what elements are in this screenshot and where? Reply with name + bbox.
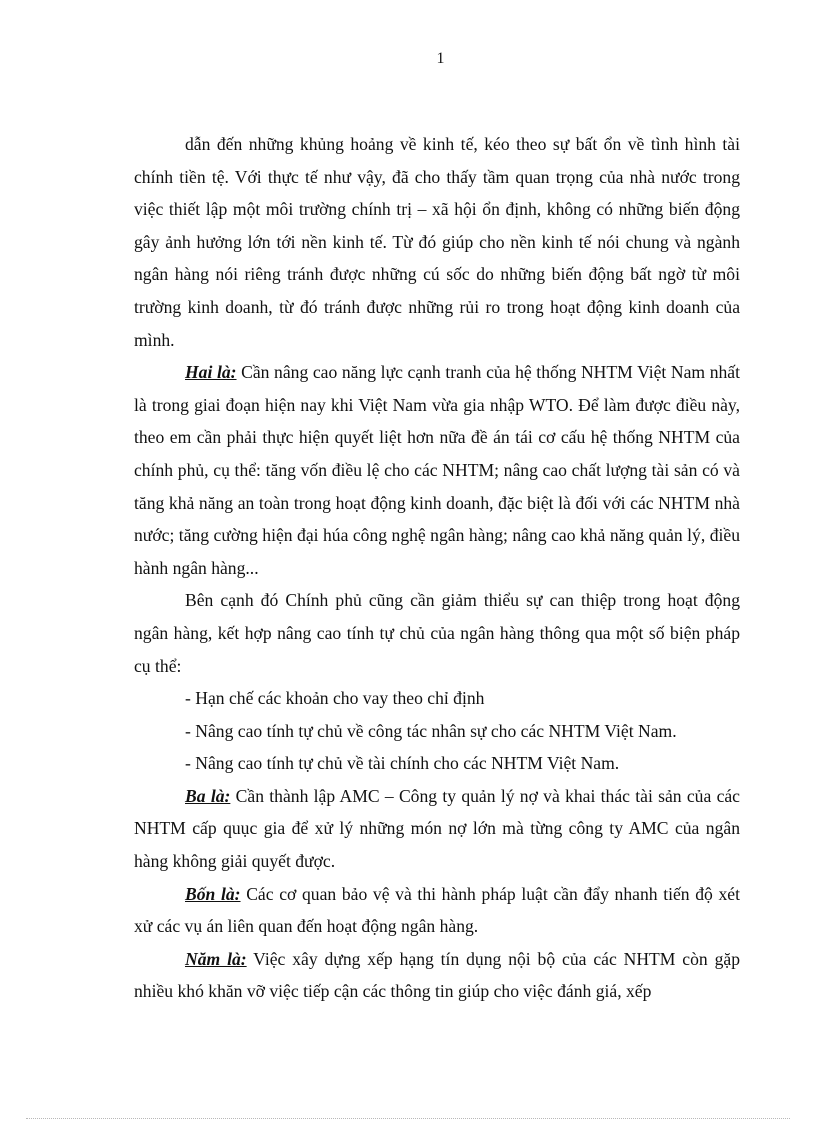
paragraph-continued: dẫn đến những khủng hoảng về kinh tế, kéo theo sự bất ổn về tình hình tài chính tiền tệ. Với thực tế như vậy, đã cho thấy tầm quan trọng của nhà nước trong việc thiết lập một môi trường chính trị – xã hội ổn định, không có những biến động gây ảnh hưởng lớn tới nền kinh tế. Từ đó giúp cho nền kinh tế nói chung và ngành ngân hàng nói riêng tránh được những cú sốc do những biến động bất ngờ từ môi trường kinh doanh, từ đó tránh được những rủi ro trong hoạt động kinh doanh của mình. xyxy=(134,134,740,350)
paragraph-bon-la-text: Các cơ quan bảo vệ và thi hành pháp luật cần đẩy nhanh tiến độ xét xử các vụ án liên quan đến hoạt động ngân hàng. xyxy=(134,883,740,937)
paragraph-nam-la-text: Việc xây dựng xếp hạng tín dụng nội bộ của các NHTM còn gặp nhiều khó khăn vỡ việc tiếp cận các thông tin giúp cho việc đánh giá, xếp xyxy=(134,948,740,1002)
bullet-item-2: - Nâng cao tính tự chủ về công tác nhân sự cho các NHTM Việt Nam. xyxy=(185,720,677,741)
paragraph-ben-canh: Bên cạnh đó Chính phủ cũng cần giảm thiểu sự can thiệp trong hoạt động ngân hàng, kết hợp nâng cao tính tự chủ của ngân hàng thông qua một số biện pháp cụ thể: xyxy=(134,590,740,676)
bullet-item-3: - Nâng cao tính tự chủ về tài chính cho các NHTM Việt Nam. xyxy=(185,753,620,774)
paragraph-nam-la xyxy=(134,943,740,1008)
page-bottom-divider xyxy=(26,1118,790,1119)
bullet-item-1: - Hạn chế các khoản cho vay theo chỉ định xyxy=(185,688,485,709)
paragraph-ba-la xyxy=(134,780,740,878)
lead-ba-la: Ba là: xyxy=(185,785,231,806)
lead-hai-la: Hai là: xyxy=(185,362,237,383)
paragraph-ba-la-text: Cần thành lập AMC – Công ty quản lý nợ và khai thác tài sản của các NHTM cấp quục gia để xử lý những món nợ lớn mà từng công ty AMC của ngân hàng không giải quyết được. xyxy=(134,785,740,872)
paragraph-hai-la xyxy=(134,356,740,584)
lead-nam-la: Năm là: xyxy=(185,948,247,969)
lead-bon-la: Bốn là: xyxy=(185,883,241,904)
page-number: 1 xyxy=(436,50,445,67)
document-body xyxy=(134,128,740,1008)
paragraph-bon-la xyxy=(134,878,740,943)
paragraph-hai-la-text: Cần nâng cao năng lực cạnh tranh của hệ thống NHTM Việt Nam nhất là trong giai đoạn hiện nay khi Việt Nam vừa gia nhập WTO. Để làm được điều này, theo em cần phải thực hiện quyết liệt hơn nữa đề án tái cơ cấu hệ thống NHTM của chính phủ, cụ thể: tăng vốn điều lệ cho các NHTM; nâng cao chất lượng tài sản có và tăng khả năng an toàn trong hoạt động kinh doanh, đặc biệt là đối với các NHTM nhà nước; tăng cường hiện đại húa công nghệ ngân hàng; nâng cao khả năng quản lý, điều hành ngân hàng... xyxy=(134,362,740,578)
